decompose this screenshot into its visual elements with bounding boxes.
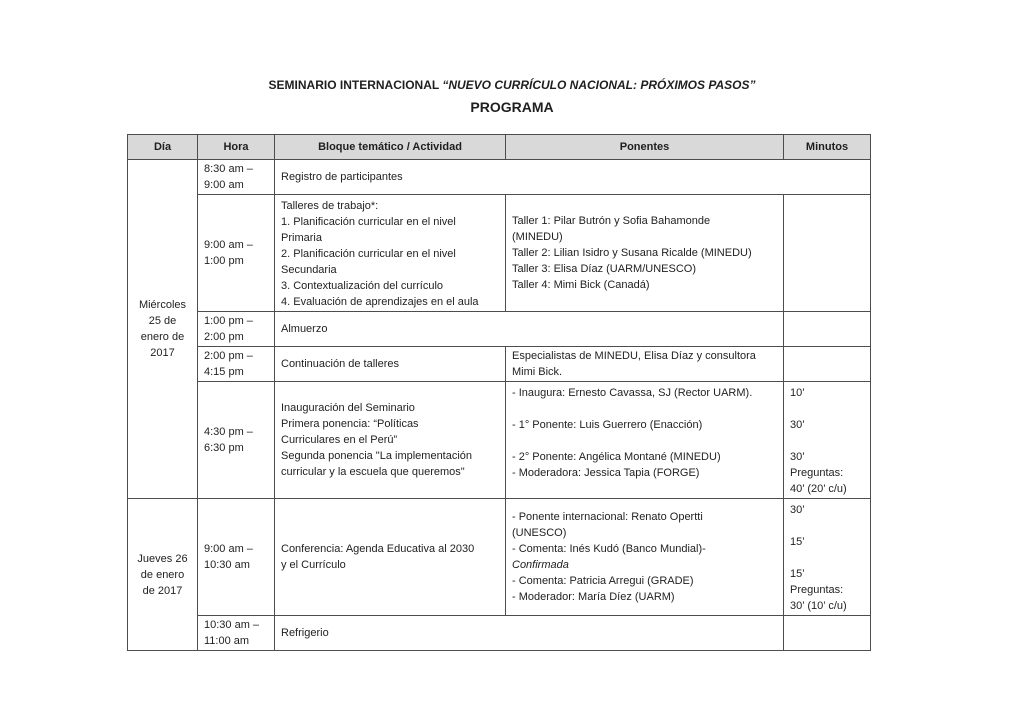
- header-cell-bloque: Bloque temático / Actividad: [275, 135, 506, 160]
- table-header-row: [128, 135, 871, 160]
- cell-actividad-almuerzo: Almuerzo: [275, 312, 784, 347]
- cell-bloque-continuacion: Continuación de talleres: [275, 347, 506, 382]
- document-title: [0, 78, 1024, 92]
- row-continuacion: [128, 347, 871, 382]
- cell-bloque-inauguracion: Inauguración del Seminario Primera ponencia: “Políticas Curriculares en el Perú” Segunda ponencia "La implementación curricular y la escuela que queremos": [275, 382, 506, 499]
- cell-minutos-talleres-empty: [784, 195, 871, 312]
- cell-ponentes-continuacion: Especialistas de MINEDU, Elisa Díaz y consultora Mimi Bick.: [506, 347, 784, 382]
- cell-minutos-continuacion-empty: [784, 347, 871, 382]
- cell-minutos-inauguracion: 10’ 30’ 30’ Preguntas: 40’ (20’ c/u): [784, 382, 871, 499]
- cell-bloque-conferencia: Conferencia: Agenda Educativa al 2030 y el Currículo: [275, 499, 506, 616]
- row-registro: [128, 160, 871, 195]
- ponente-internacional-org: (UNESCO): [512, 527, 567, 539]
- cell-hora-conferencia: 9:00 am – 10:30 am: [198, 499, 275, 616]
- cell-minutos-almuerzo-empty: [784, 312, 871, 347]
- header-cell-dia: Día: [128, 135, 198, 160]
- cell-minutos-conferencia: 30’ 15’ 15’ Preguntas: 30’ (10’ c/u): [784, 499, 871, 616]
- moderador-line: - Moderador: María Díez (UARM): [512, 591, 675, 603]
- program-table: [127, 134, 871, 651]
- comenta-arregui-line: - Comenta: Patricia Arregui (GRADE): [512, 575, 694, 587]
- header-cell-hora: Hora: [198, 135, 275, 160]
- row-conferencia: [128, 499, 871, 616]
- row-almuerzo: [128, 312, 871, 347]
- cell-hora-inauguracion: 4:30 pm – 6:30 pm: [198, 382, 275, 499]
- row-refrigerio: [128, 616, 871, 651]
- comenta-kudo-line: - Comenta: Inés Kudó (Banco Mundial)-: [512, 543, 706, 555]
- cell-hora-almuerzo: 1:00 pm – 2:00 pm: [198, 312, 275, 347]
- cell-hora-continuacion: 2:00 pm – 4:15 pm: [198, 347, 275, 382]
- ponente-internacional-line: - Ponente internacional: Renato Opertti: [512, 511, 703, 523]
- cell-hora-refrigerio: 10:30 am – 11:00 am: [198, 616, 275, 651]
- document-subtitle: PROGRAMA: [470, 99, 554, 115]
- cell-hora-talleres: 9:00 am – 1:00 pm: [198, 195, 275, 312]
- row-inauguracion: [128, 382, 871, 499]
- cell-ponentes-talleres: Taller 1: Pilar Butrón y Sofia Bahamonde (MINEDU) Taller 2: Lilian Isidro y Susana Ricalde (MINEDU) Taller 3: Elisa Díaz (UARM/UNESCO) Taller 4: Mimi Bick (Canadá): [506, 195, 784, 312]
- cell-ponentes-conferencia: [506, 499, 784, 616]
- cell-actividad-registro: Registro de participantes: [275, 160, 871, 195]
- cell-dia-miercoles: Miércoles 25 de enero de 2017: [128, 160, 198, 499]
- title-quoted-part: “NUEVO CURRÍCULO NACIONAL: PRÓXIMOS PASOS”: [442, 78, 756, 92]
- header-cell-minutos: Minutos: [784, 135, 871, 160]
- cell-bloque-talleres: Talleres de trabajo*: 1. Planificación curricular en el nivel Primaria 2. Planificación curricular en el nivel Secundaria 3. Contextualización del currículo 4. Evaluación de aprendizajes en el aula: [275, 195, 506, 312]
- title-prefix: SEMINARIO INTERNACIONAL: [268, 78, 443, 92]
- cell-hora-registro: 8:30 am – 9:00 am: [198, 160, 275, 195]
- header-cell-ponentes: Ponentes: [506, 135, 784, 160]
- confirmada-note: Confirmada: [512, 559, 569, 571]
- row-talleres: [128, 195, 871, 312]
- cell-dia-jueves: Jueves 26 de enero de 2017: [128, 499, 198, 651]
- cell-ponentes-inauguracion: - Inaugura: Ernesto Cavassa, SJ (Rector UARM). - 1° Ponente: Luis Guerrero (Enacción) - 2° Ponente: Angélica Montané (MINEDU) - Moderadora: Jessica Tapia (FORGE): [506, 382, 784, 499]
- title-block: [0, 0, 1024, 115]
- cell-actividad-refrigerio: Refrigerio: [275, 616, 784, 651]
- cell-minutos-refrigerio-empty: [784, 616, 871, 651]
